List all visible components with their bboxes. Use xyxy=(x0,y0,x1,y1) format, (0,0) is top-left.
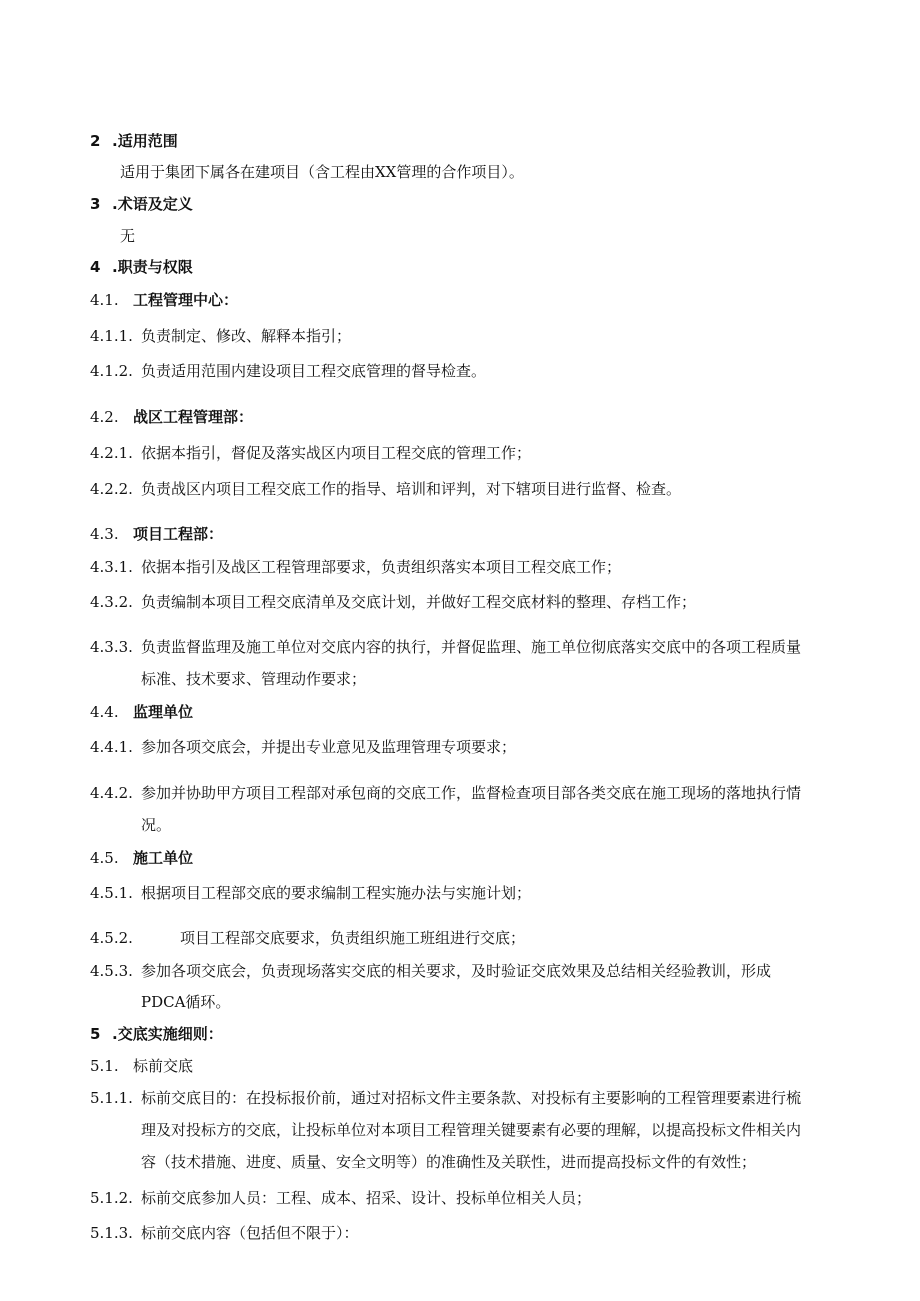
item-number: 4.3.1. xyxy=(90,558,133,576)
item-text: 依据本指引及战区工程管理部要求，负责组织落实本项目工程交底工作； xyxy=(141,558,622,576)
item-number: 5.1.3. xyxy=(90,1224,133,1242)
item-number: 4.1.1. xyxy=(90,327,133,345)
item-text-line: 参加并协助甲方项目工程部对承包商的交底工作，监督检查项目部各类交底在施工现场的落地执行情 xyxy=(141,784,802,802)
item-number: 5.1. xyxy=(90,1057,119,1075)
item-text: 标前交底参加人员：工程、成本、招采、设计、投标单位相关人员； xyxy=(141,1189,592,1207)
item-number: 4.4. xyxy=(90,703,119,721)
section-number: 5 xyxy=(90,1025,101,1043)
item-text: 项目工程部交底要求，负责组织施工班组进行交底； xyxy=(180,929,526,947)
item-text: 参加各项交底会，并提出专业意见及监理管理专项要求； xyxy=(141,738,517,756)
item-text: 负责适用范围内建设项目工程交底管理的督导检查。 xyxy=(141,362,487,380)
section-number: 4 xyxy=(90,258,101,276)
item-number: 4.3. xyxy=(90,525,119,543)
item-text-line: PDCA循环。 xyxy=(141,993,231,1011)
item-text-line: 况。 xyxy=(141,816,172,834)
item-text: 根据项目工程部交底的要求编制工程实施办法与实施计划； xyxy=(141,884,532,902)
section-number: 2 xyxy=(90,132,101,150)
item-number: 4.3.3. xyxy=(90,638,133,656)
item-number: 5.1.1. xyxy=(90,1089,133,1107)
item-text-line: 理及对投标方的交底，让投标单位对本项目工程管理关键要素有必要的理解，以提高投标文件相关内 xyxy=(141,1121,802,1139)
item-text: 标前交底内容（包括但不限于）： xyxy=(141,1224,359,1242)
item-title: 标前交底 xyxy=(133,1057,194,1075)
item-number: 4.2. xyxy=(90,408,119,426)
item-title: 施工单位 xyxy=(133,849,194,867)
item-number: 4.1. xyxy=(90,291,119,309)
item-number: 5.1.2. xyxy=(90,1189,133,1207)
item-text-line: 标前交底目的：在投标报价前，通过对招标文件主要条款、对投标有主要影响的工程管理要素进行梳 xyxy=(141,1089,802,1107)
item-title: 战区工程管理部： xyxy=(133,408,254,426)
item-text: 负责编制本项目工程交底清单及交底计划，并做好工程交底材料的整理、存档工作； xyxy=(141,593,697,611)
item-title: 项目工程部： xyxy=(133,525,224,543)
item-number: 4.4.2. xyxy=(90,784,133,802)
section-title: .交底实施细则： xyxy=(112,1025,223,1043)
item-number: 4.1.2. xyxy=(90,362,133,380)
item-number: 4.4.1. xyxy=(90,738,133,756)
section-title: .术语及定义 xyxy=(112,195,193,213)
item-number: 4.5. xyxy=(90,849,119,867)
item-text: 负责战区内项目工程交底工作的指导、培训和评判，对下辖项目进行监督、检查。 xyxy=(141,480,682,498)
item-title: 工程管理中心： xyxy=(133,291,239,309)
item-number: 4.2.2. xyxy=(90,480,133,498)
item-number: 4.5.3. xyxy=(90,962,133,980)
item-text: 负责制定、修改、解释本指引； xyxy=(141,327,352,345)
section-title: .职责与权限 xyxy=(112,258,193,276)
item-title: 监理单位 xyxy=(133,703,194,721)
item-text-line: 负责监督监理及施工单位对交底内容的执行，并督促监理、施工单位彻底落实交底中的各项工程质量 xyxy=(141,638,802,656)
section-title: .适用范围 xyxy=(112,132,178,150)
paragraph-text: 适用于集团下属各在建项目（含工程由XX管理的合作项目）。 xyxy=(120,163,524,181)
item-text-line: 参加各项交底会，负责现场落实交底的相关要求，及时验证交底效果及总结相关经验教训，形成 xyxy=(141,962,772,980)
item-number: 4.5.2. xyxy=(90,929,133,947)
paragraph-text: 无 xyxy=(120,227,136,245)
item-text-line: 标准、技术要求、管理动作要求； xyxy=(141,670,367,688)
item-text: 依据本指引，督促及落实战区内项目工程交底的管理工作； xyxy=(141,444,532,462)
section-number: 3 xyxy=(90,195,101,213)
item-number: 4.2.1. xyxy=(90,444,133,462)
item-number: 4.5.1. xyxy=(90,884,133,902)
item-number: 4.3.2. xyxy=(90,593,133,611)
item-text-line: 容（技术措施、进度、质量、安全文明等）的准确性及关联性，进而提高投标文件的有效性； xyxy=(141,1153,757,1171)
